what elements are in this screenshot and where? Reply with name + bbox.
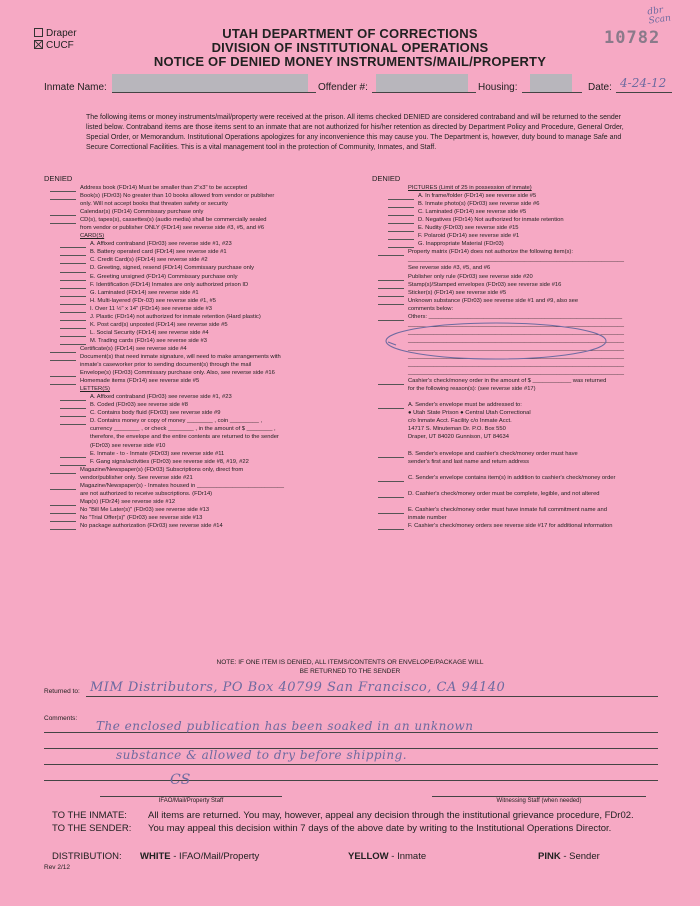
check-blank[interactable] [378,282,404,289]
left_rows-item[interactable] [44,289,366,297]
left_rows-item[interactable] [44,216,366,224]
left_rows-item-label: A. Affixed contraband (FDr03) see reverse side #1, #23 [90,394,232,401]
left_rows-item[interactable] [44,498,366,506]
right_rows-item-label: for the following reason(s): (see reverse side #17) [408,386,536,393]
handwritten-circle [382,318,610,364]
left_rows-item [44,200,366,208]
left_rows-item-label: D. Greeting, signed, resend (FDr14) Commissary purchase only [90,265,254,272]
right_rows-item-label: D. Cashier's check/money order must be complete, legible, and not altered [408,490,600,497]
right_rows-item[interactable] [372,297,672,305]
left_rows-item[interactable] [44,522,366,530]
right_rows-item-label: sender's first and last name and return address [408,458,529,465]
left_rows-item-label: CARD(S) [80,233,105,240]
note-line-2: BE RETURNED TO THE SENDER [299,668,401,675]
left_rows-item [44,232,366,240]
left_rows-item[interactable] [44,305,366,313]
left_rows-item[interactable] [44,281,366,289]
right_rows-item-label: Cashier's check/money order in the amount of $ ____________ was returned [408,378,607,385]
left_rows-item-label: J. Plastic (FDr14) not authorized for inmate retention (Hard plastic) [90,313,261,320]
right_rows-item-label: F. Cashier's check/money orders see reverse side #17 for additional information [408,522,613,529]
left_rows-item-label: Document(s) that need inmate signature, will need to make arrangements with [80,353,281,360]
intro-paragraph: The following items or money instruments/mail/property were received at the prison. All items checked DENIED are considered contraband and will be returned to the sender listed below. Contraband items are those items sent to an inmate that are not authorized for his/her retention as directed by Department Policy and Procedure, General Order, Special Order, or Memorandum. Institutional Operations apologizes for any inconvenience this may cause you. The Department is, however, duty bound to manage Safe and Secure Correctional Facilities. This is a vital management tool in the protection of Community, Inmates, and Staff. [86,114,624,151]
left-denied-heading: DENIED [44,174,73,183]
right_rows-item [372,458,672,466]
check-blank[interactable] [378,402,404,409]
check-blank[interactable] [378,274,404,281]
check-blank[interactable] [60,402,86,409]
right_rows-item[interactable] [372,216,672,224]
left_rows-item-label: A. Affixed contraband (FDr03) see reverse side #1, #23 [90,241,232,248]
right_rows-item-label: ___________________________________________________________________ [408,257,625,264]
distribution-pink: PINK - Sender [538,851,600,862]
left_rows-item-label: F. Gang signs/activities (FDr03) see reverse side #8, #19, #22 [90,458,249,465]
right_rows-item[interactable] [372,200,672,208]
left_rows-item [44,442,366,450]
check-blank[interactable] [388,225,414,232]
returned-label: Returned to: [44,688,80,695]
check-blank[interactable] [60,257,86,264]
right_rows-item-label: ___________________________________________________________________ [408,337,625,344]
check-blank[interactable] [50,354,76,361]
check-blank[interactable] [378,249,404,256]
right_rows-item[interactable] [372,281,672,289]
left_rows-item-label: only. Will not accept books that threaten safety or security [80,201,228,208]
right_rows-item-label: E. Cashier's check/money order must have inmate full commitment name and [408,506,607,513]
to-sender-text: You may appeal this decision within 7 days of the above date by writing to the Institutional Operations Director. [148,823,612,834]
check-blank[interactable] [50,378,76,385]
check-blank[interactable] [388,233,414,240]
check-blank[interactable] [50,370,76,377]
left_rows-item [44,433,366,441]
left_rows-item-label: therefore, the envelope and the entire contents are returned to the sender [90,434,279,441]
left_rows-item-label: E. Greeting unsigned (FDr14) Commissary purchase only [90,273,238,280]
right_rows-item[interactable] [372,248,672,256]
check-blank[interactable] [388,201,414,208]
check-blank[interactable] [50,467,76,474]
left_rows-item[interactable] [44,264,366,272]
right_rows-item[interactable] [372,240,672,248]
right_rows-item[interactable] [372,490,672,498]
left_rows-item[interactable] [44,377,366,385]
right_rows-item[interactable] [372,192,672,200]
right_rows-item-label: Draper, UT 84020 Gunnison, UT 84634 [408,434,509,441]
check-blank[interactable] [378,298,404,305]
left_rows-item-label: No package authorization (FDr03) see reverse side #14 [80,522,223,529]
left_rows-item[interactable] [44,409,366,417]
left_rows-item-label: Map(s) (FDr24) see reverse side #12 [80,498,176,505]
check-blank[interactable] [60,306,86,313]
check-blank[interactable] [50,217,76,224]
revision: Rev 2/12 [44,864,71,871]
left_rows-item [44,490,366,498]
check-blank[interactable] [60,298,86,305]
left_rows-item [44,474,366,482]
left_rows-item-label: B. Battery operated card (FDr14) see reverse side #1 [90,249,227,256]
right_rows-item[interactable] [372,377,672,385]
handwritten-corner: dbr Scan [646,5,672,27]
check-blank[interactable] [50,483,76,490]
check-blank[interactable] [60,322,86,329]
check-blank[interactable] [388,193,414,200]
check-blank[interactable] [388,241,414,248]
facility-cucf: CUCF [34,40,74,52]
left_rows-item-label: L. Social Security (FDr14) see reverse side #4 [90,329,209,336]
right_rows-item [372,433,672,441]
right_rows-item[interactable] [372,401,672,409]
left_rows-item-label: G. Laminated (FDr14) see reverse side #1 [90,289,199,296]
left-denied-column [44,184,366,530]
left_rows-item-label: Magazine/Newspaper(s) (FDr03) Subscriptions only, direct from [80,466,244,473]
left_rows-item-label: Certificate(s) (FDr14) see reverse side #4 [80,345,187,352]
right_rows-item[interactable] [372,522,672,530]
check-blank[interactable] [50,523,76,530]
check-blank[interactable] [50,209,76,216]
left_rows-item[interactable] [44,329,366,337]
right_rows-item [372,417,672,425]
right-denied-heading: DENIED [372,174,401,183]
distribution-yellow: YELLOW - Inmate [348,851,427,862]
right_rows-item [372,393,672,401]
left_rows-item [44,361,366,369]
date-label: Date: [588,82,612,93]
left_rows-item[interactable] [44,248,366,256]
right_rows-item-label: B. Sender's envelope and cashier's check/money order must have [408,450,578,457]
right_rows-item-label: ___________________________________________________________________ [408,362,625,369]
right_rows-item-label: inmate number [408,514,447,521]
check-blank[interactable] [60,282,86,289]
right_rows-item[interactable] [372,289,672,297]
right_rows-item[interactable] [372,474,672,482]
right_rows-item-label: c/o Inmate Acct. Facility c/o Inmate Acct. [408,418,512,425]
right_rows-item [372,482,672,490]
check-blank[interactable] [378,491,404,498]
comments-label: Comments: [44,715,78,722]
staff-initial: CS [170,772,191,788]
check-blank[interactable] [60,330,86,337]
left_rows-item-label: LETTER(S) [80,386,110,393]
right_rows-item-label: A. In frame/folder (FDr14) see reverse side #5 [418,193,537,200]
inmate-name-redaction [112,74,308,92]
left_rows-item-label: currency ________ , or check ________ , in the amount of $ ________ , [90,426,276,433]
left_rows-item-label: D. Contains money or copy of money ________ , coin _________ , [90,418,263,425]
note [0,658,700,676]
facility-draper: Draper [34,28,77,40]
left_rows-item-label: Magazine/Newspaper(s) - Inmates housed in ___________________________ [80,482,285,489]
left_rows-item[interactable] [44,273,366,281]
to-sender-label: TO THE SENDER: [52,823,132,834]
left_rows-item-label: (FDr03) see reverse side #10 [90,442,166,449]
check-blank[interactable] [388,217,414,224]
left_rows-item-label: F. Identification (FDr14) Inmates are only authorized prison ID [90,281,249,288]
right_rows-item [372,256,672,264]
right_rows-item-label: ● Utah State Prison ● Central Utah Correctional [408,410,531,417]
right_rows-item-label: B. Inmate photo(s) (FDr03) see reverse side #6 [418,201,540,208]
left_rows-item-label: vendor/publisher only. See reverse side #21 [80,474,193,481]
right_rows-item[interactable] [372,208,672,216]
right_rows-item-label: Property matrix (FDr14) does not authorize the following item(s): [408,249,573,256]
left_rows-item [44,385,366,393]
staff-signature-line[interactable] [100,786,282,797]
left_rows-item[interactable] [44,450,366,458]
check-blank[interactable] [378,475,404,482]
left_rows-item[interactable] [44,208,366,216]
right_rows-item-label: comments below: [408,305,454,312]
left_rows-item[interactable] [44,482,366,490]
left_rows-item[interactable] [44,321,366,329]
left_rows-item[interactable] [44,401,366,409]
left_rows-item-label: Calendar(s) (FDr14) Commissary purchase only [80,209,204,216]
check-blank[interactable] [60,459,86,466]
left_rows-item[interactable] [44,353,366,361]
date-value: 4-24-12 [620,76,667,90]
returned-value: MIM Distributors, PO Box 40799 San Francisco, CA 94140 [90,680,506,695]
check-blank[interactable] [378,290,404,297]
title-line-2: DIVISION OF INSTITUTIONAL OPERATIONS [211,40,489,55]
right_rows-item[interactable] [372,273,672,281]
left_rows-item[interactable] [44,192,366,200]
check-blank[interactable] [50,346,76,353]
comment-text-2: substance & allowed to dry before shipping. [116,748,408,762]
left_rows-item[interactable] [44,417,366,425]
housing-redaction [530,74,572,92]
housing-label: Housing: [478,82,518,93]
left_rows-item [44,425,366,433]
check-blank[interactable] [378,378,404,385]
right_rows-item-label: ___________________________________________________________________ [408,321,625,328]
right_rows-item [372,369,672,377]
check-blank[interactable] [60,274,86,281]
right_rows-item[interactable] [372,232,672,240]
right_rows-item [372,409,672,417]
left_rows-item-label: C. Credit Card(s) (FDr14) see reverse side #2 [90,257,208,264]
left_rows-item[interactable] [44,506,366,514]
check-blank[interactable] [60,249,86,256]
left_rows-item[interactable] [44,393,366,401]
check-blank[interactable] [60,394,86,401]
left_rows-item-label: K. Post card(s) unposted (FDr14) see reverse side #5 [90,321,228,328]
check-blank[interactable] [50,507,76,514]
right_rows-item-label: ___________________________________________________________________ [408,353,625,360]
left_rows-item-label: Book(s) (FDr03) No greater than 10 books allowed from vendor or publisher [80,193,275,200]
offender-redaction [376,74,468,92]
left_rows-item-label: I. Over 11 ½" x 14" (FDr14) see reverse side #3 [90,305,212,312]
right_rows-item-label: Others: ____________________________________________________________ [408,313,623,320]
left_rows-item[interactable] [44,256,366,264]
left_rows-item-label: E. Inmate - to - Inmate (FDr03) see reverse side #11 [90,450,225,457]
left_rows-item[interactable] [44,458,366,466]
comments-line-4[interactable] [44,772,658,781]
left_rows-item-label: C. Contains body fluid (FDr03) see reverse side #9 [90,410,221,417]
to-inmate-text: All items are returned. You may, however, appeal any decision through the institutional grievance procedure, FDr02. [148,810,634,821]
offender-label: Offender #: [318,82,368,93]
inmate-name-label: Inmate Name: [44,82,107,93]
right_rows-item-label: E. Nudity (FDr03) see reverse side #15 [418,225,519,232]
witness-signature-line[interactable] [432,786,646,797]
right_rows-item-label: PICTURES (Limit of 25 in possession of inmate) [408,185,532,191]
left_rows-item-label: B. Coded (FDr03) see reverse side #8 [90,402,188,409]
right_rows-item-label: ___________________________________________________________________ [408,329,625,336]
left_rows-item-label: Envelope(s) (FDr03) Commissary purchase only. Also, see reverse side #16 [80,370,275,377]
check-blank[interactable] [378,507,404,514]
left_rows-item[interactable] [44,369,366,377]
stamp-number: 10782 [604,28,661,48]
right_rows-item-label: A. Sender's envelope must be addressed to: [408,402,522,409]
check-blank[interactable] [60,418,86,425]
right_rows-item-label: ___________________________________________________________________ [408,345,625,352]
left_rows-item[interactable] [44,337,366,345]
left_rows-item [44,224,366,232]
distribution-white: WHITE - IFAO/Mail/Property [140,851,260,862]
left_rows-item-label: Homemade items (FDr14) see reverse side #5 [80,378,200,385]
right_rows-item[interactable] [372,450,672,458]
comment-text-1: The enclosed publication has been soaked in an unknown [96,719,474,733]
check-blank[interactable] [378,451,404,458]
right_rows-item[interactable] [372,224,672,232]
left_rows-item-label: from vendor or publisher ONLY (FDr14) see reverse side #3, #5, and #6 [80,225,265,232]
right_rows-item [372,184,672,192]
left_rows-item[interactable] [44,466,366,474]
left_rows-item-label: CD(s), tapes(s), cassettes(s) (audio media) shall be commercially sealed [80,217,267,224]
check-blank[interactable] [388,209,414,216]
note-line-1: NOTE: IF ONE ITEM IS DENIED, ALL ITEMS/CONTENTS OR ENVELOPE/PACKAGE WILL [216,659,484,666]
left_rows-item[interactable] [44,184,366,192]
check-blank[interactable] [60,451,86,458]
check-blank[interactable] [50,185,76,192]
left_rows-item-label: No "Trial Offer(s)" (FDr03) see reverse side #13 [80,514,203,521]
right_rows-item [372,305,672,313]
witness-label: Witnessing Staff (when needed) [496,798,582,804]
check-blank[interactable] [378,523,404,530]
right_rows-item [372,264,672,272]
left_rows-item-label: inmate's caseworker prior to sending document(s) through the mail [80,362,252,369]
right_rows-item-label: 14717 S. Minuteman Dr. P.O. Box 550 [408,426,506,433]
right_rows-item [372,514,672,522]
check-blank[interactable] [50,499,76,506]
right_rows-item-label: Sticker(s) (FDr14) see reverse side #5 [408,289,507,296]
right_rows-item-label: C. Sender's envelope contains item(s) in addition to cashier's check/money order [408,474,616,481]
left_rows-item-label: Address book (FDr14) Must be smaller than 2"x3" to be accepted [80,185,248,191]
right_rows-item[interactable] [372,506,672,514]
title-line-1: UTAH DEPARTMENT OF CORRECTIONS [222,26,478,41]
right_rows-item-label: F. Polaroid (FDr14) see reverse side #1 [418,233,520,240]
right_rows-item [372,498,672,506]
to-inmate-label: TO THE INMATE: [52,810,127,821]
left_rows-item-label: are not authorized to receive subscriptions. (FDr14) [80,490,213,497]
right_rows-item-label: D. Negatives (FDr14) Not authorized for inmate retention [418,217,564,224]
left_rows-item-label: H. Multi-layered (FDr-03) see reverse side #1, #5 [90,297,216,304]
left_rows-item[interactable] [44,240,366,248]
check-blank[interactable] [60,410,86,417]
right_rows-item-label: Unknown substance (FDr03) see reverse side #1 and #9, also see [408,297,579,304]
check-blank[interactable] [60,338,86,345]
left_rows-item-label: No "Bill Me Later(s)" (FDr03) see reverse side #13 [80,506,210,513]
right_rows-item-label: Stamp(s)/Stamped envelopes (FDr03) see reverse side #16 [408,281,562,288]
distribution-label: DISTRIBUTION: [52,851,122,862]
right_rows-item [372,466,672,474]
right_rows-item [372,385,672,393]
left_rows-item[interactable] [44,345,366,353]
right_rows-item-label: G. Inappropriate Material (FDr03) [418,241,504,248]
left_rows-item[interactable] [44,297,366,305]
check-blank[interactable] [60,241,86,248]
right_rows-item [372,442,672,450]
right_rows-item [372,425,672,433]
left_rows-item[interactable] [44,313,366,321]
check-blank[interactable] [50,193,76,200]
right_rows-item-label: See reverse side #3, #5, and #6 [408,265,491,272]
left_rows-item-label: M. Trading cards (FDr14) see reverse side #3 [90,337,207,344]
check-blank[interactable] [60,266,86,273]
right_rows-item-label: C. Laminated (FDr14) see reverse side #5 [418,209,527,216]
right_rows-item-label: ___________________________________________________________________ [408,370,625,377]
right_rows-item-label: Publisher only rule (FDr03) see reverse side #20 [408,273,533,280]
staff-label: IFAO/Mail/Property Staff [158,798,224,804]
check-blank[interactable] [60,290,86,297]
title-line-3: NOTICE OF DENIED MONEY INSTRUMENTS/MAIL/PROPERTY [153,54,547,69]
check-blank[interactable] [50,515,76,522]
check-blank[interactable] [60,314,86,321]
left_rows-item[interactable] [44,514,366,522]
